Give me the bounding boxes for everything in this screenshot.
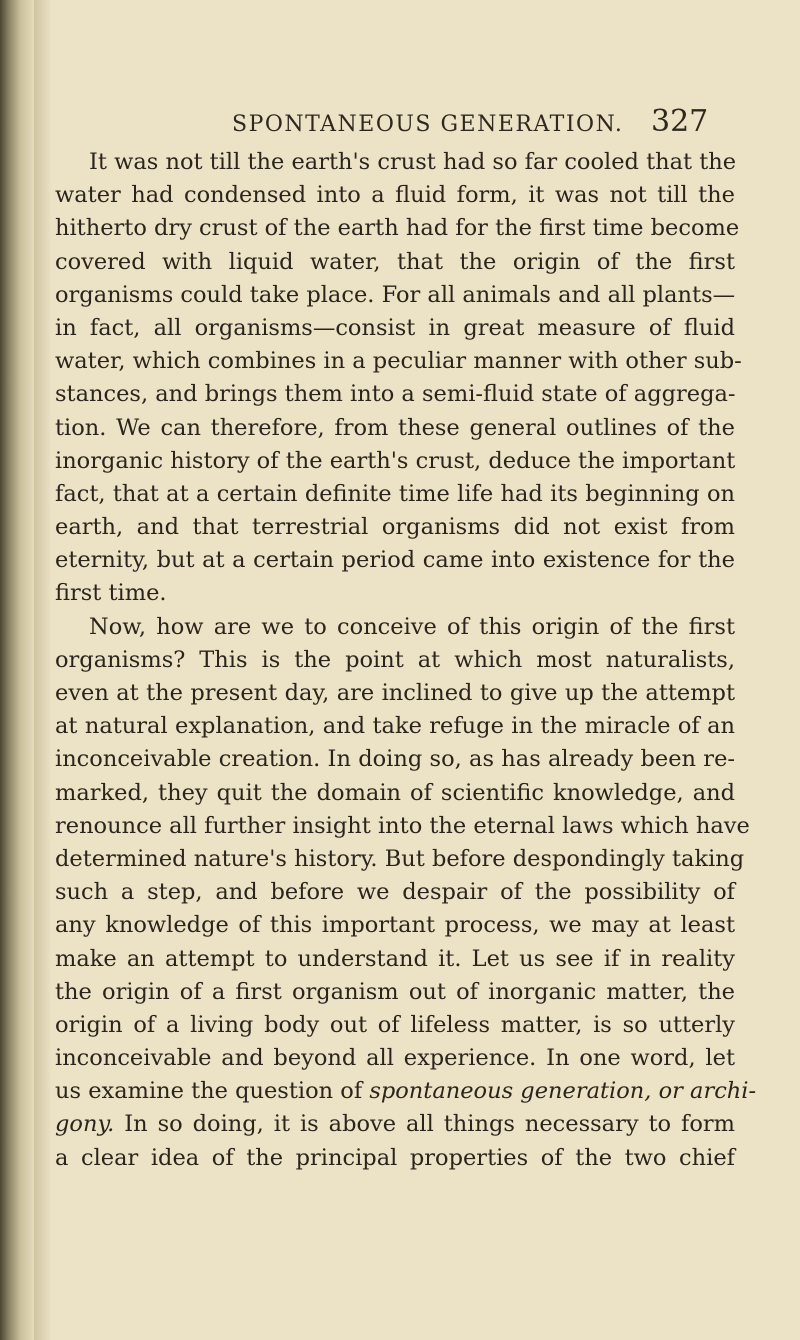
- italic-term: spontaneous generation, or archi-: [369, 1078, 757, 1105]
- italic-term: gony.: [55, 1111, 115, 1138]
- text-line: organisms? This is the point at which most naturalists,: [55, 646, 735, 673]
- text-line: in fact, all organisms—consist in great measure of fluid: [55, 314, 735, 341]
- text-line: water, which combines in a peculiar manner with other sub-: [55, 348, 742, 375]
- body-text: [55, 146, 757, 1175]
- text-line: hitherto dry crust of the earth had for the first time become: [55, 215, 740, 242]
- text-line: Now, how are we to conceive of this origin of the first: [89, 613, 735, 640]
- text-line: [55, 1108, 735, 1141]
- text-line: a clear idea of the principal properties of the two chief: [55, 1144, 735, 1171]
- text-line: first time.: [55, 580, 167, 607]
- text-line: earth, and that terrestrial organisms did not exist from: [55, 514, 735, 541]
- text-line: organisms could take place. For all animals and all plants—: [55, 281, 736, 308]
- text-line: the origin of a first organism out of inorganic matter, the: [55, 978, 735, 1005]
- text-line: inconceivable creation. In doing so, as has already been re-: [55, 746, 735, 773]
- text-line: determined nature's history. But before despondingly taking: [55, 845, 745, 872]
- page-number: 327: [651, 104, 709, 139]
- text-segment: us examine the question of: [55, 1078, 370, 1105]
- text-line: fact, that at a certain definite time life had its beginning on: [55, 480, 735, 507]
- text-line: such a step, and before we despair of the possibility of: [55, 879, 735, 906]
- text-line: inorganic history of the earth's crust, deduce the important: [55, 447, 736, 474]
- text-line: renounce all further insight into the eternal laws which have: [55, 812, 750, 839]
- text-line: stances, and brings them into a semi-fluid state of aggrega-: [55, 381, 736, 408]
- text-line: inconceivable and beyond all experience. In one word, let: [55, 1045, 735, 1072]
- text-line: make an attempt to understand it. Let us see if in reality: [55, 945, 735, 972]
- text-line: origin of a living body out of lifeless matter, is so utterly: [55, 1011, 735, 1038]
- running-head: SPONTANEOUS GENERATION.: [232, 112, 624, 137]
- text-line: covered with liquid water, that the origin of the first: [55, 248, 735, 275]
- text-line: marked, they quit the domain of scientific knowledge, and: [55, 779, 735, 806]
- text-line: water had condensed into a fluid form, it was not till the: [55, 182, 735, 209]
- text-line: at natural explanation, and take refuge in the miracle of an: [55, 713, 735, 740]
- text-line: tion. We can therefore, from these general outlines of the: [55, 414, 735, 441]
- text-line: any knowledge of this important process, we may at least: [55, 912, 735, 939]
- text-line: [55, 1075, 757, 1108]
- text-line: even at the present day, are inclined to give up the attempt: [55, 680, 735, 706]
- text-line: It was not till the earth's crust had so far cooled that the: [89, 149, 737, 175]
- text-line: eternity, but at a certain period came into existence for the: [55, 547, 735, 574]
- text-segment: In so doing, it is above all things necessary to form: [114, 1111, 735, 1138]
